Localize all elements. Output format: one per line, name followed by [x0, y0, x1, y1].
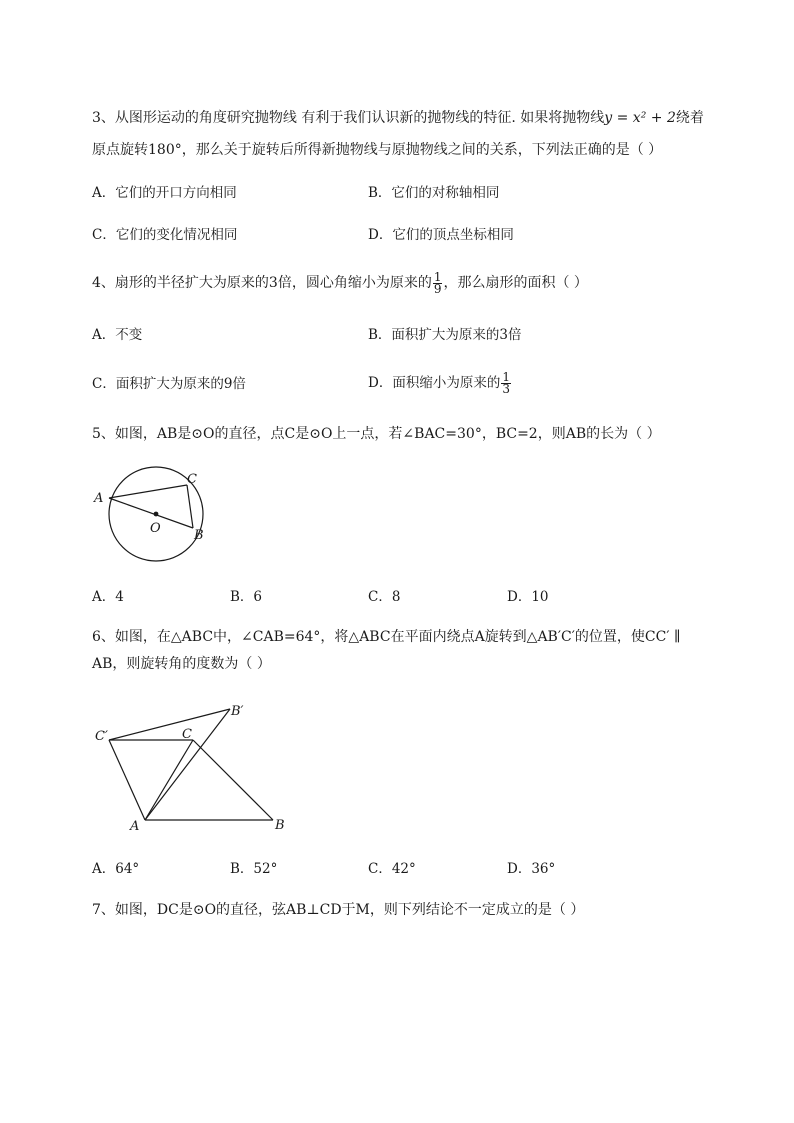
q4-optd-frac-den: 3 — [502, 382, 510, 396]
q6-rotation-figure — [90, 696, 300, 838]
q6-label-c2: C′ — [95, 729, 108, 744]
q5-label-c: C — [187, 472, 197, 487]
q4-option-b: B．面积扩大为原来的3倍 — [368, 327, 522, 343]
q3-option-d: D．它们的顶点坐标相同 — [368, 227, 514, 243]
q5-option-b: B．6 — [230, 589, 263, 605]
q5-circle-figure — [88, 462, 218, 572]
q5-option-a: A．4 — [92, 589, 124, 605]
q3-stem-pre: 3、从图形运动的角度研究抛物线 有利于我们认识新的抛物线的特征. 如果将抛物线 — [92, 110, 605, 126]
q4-frac-num: 1 — [433, 269, 442, 284]
q5-option-c: C．8 — [368, 589, 401, 605]
q4-stem-post: ，那么扇形的面积（ ） — [443, 275, 588, 291]
q3-option-b: B．它们的对称轴相同 — [368, 185, 500, 201]
q4-frac-den: 9 — [433, 281, 442, 296]
q3-formula: y = x² + 2 — [604, 110, 676, 126]
q3-line2: 原点旋转180°，那么关于旋转后所得新抛物线与原抛物线之间的关系，下列法正确的是（ ） — [92, 142, 663, 158]
q6-option-b: B．52° — [230, 861, 278, 877]
q5-option-d: D．10 — [507, 589, 549, 605]
q3-option-a: A．它们的开口方向相同 — [92, 185, 237, 201]
q6-seg-cb — [193, 740, 273, 820]
q4-option-c: C．面积扩大为原来的9倍 — [92, 376, 246, 392]
q3-option-c: C．它们的变化情况相同 — [92, 227, 238, 243]
q6-label-c: C — [182, 727, 192, 742]
q4-optd-frac-num: 1 — [502, 370, 510, 384]
q7-stem: 7、如图，DC是⊙O的直径，弦AB⊥CD于M，则下列结论不一定成立的是（ ） — [92, 902, 585, 918]
q4-option-d-text: D．面积缩小为原来的 — [368, 375, 501, 391]
q4-stem-pre: 4、扇形的半径扩大为原来的3倍，圆心角缩小为原来的 — [92, 275, 432, 291]
q6-seg-ac2 — [109, 740, 145, 820]
q5-chord-ac — [109, 485, 187, 498]
q3-stem-post: 绕着 — [675, 110, 704, 126]
q5-label-o: O — [150, 521, 161, 536]
q5-stem: 5、如图，AB是⊙O的直径，点C是⊙O上一点，若∠BAC=30°，BC=2，则AB的长为（ ） — [92, 426, 661, 442]
q5-label-a: A — [94, 491, 104, 506]
q6-label-b2: B′ — [231, 704, 244, 719]
q5-center-dot — [154, 512, 159, 517]
q4-stem — [92, 268, 588, 298]
q5-chord-bc — [187, 485, 193, 528]
q6-option-a: A．64° — [92, 861, 140, 877]
q3-line1 — [92, 108, 704, 128]
q6-seg-ac — [145, 740, 193, 820]
q6-line2: AB，则旋转角的度数为（ ） — [92, 656, 271, 672]
q6-label-a: A — [130, 819, 140, 834]
q6-label-b: B — [275, 818, 285, 833]
q6-line1: 6、如图，在△ABC中，∠CAB=64°，将△ABC在平面内绕点A旋转到△AB′C′的位置，使CC′ ∥ — [92, 629, 681, 645]
q4-option-d — [368, 368, 512, 398]
q4-option-d-fraction — [501, 372, 511, 395]
q4-option-a: A．不变 — [92, 327, 143, 343]
q6-option-c: C．42° — [368, 861, 416, 877]
q6-seg-c2b2 — [109, 709, 230, 740]
q6-option-d: D．36° — [507, 861, 556, 877]
q5-label-b: B — [194, 528, 204, 543]
q4-fraction — [433, 269, 443, 296]
